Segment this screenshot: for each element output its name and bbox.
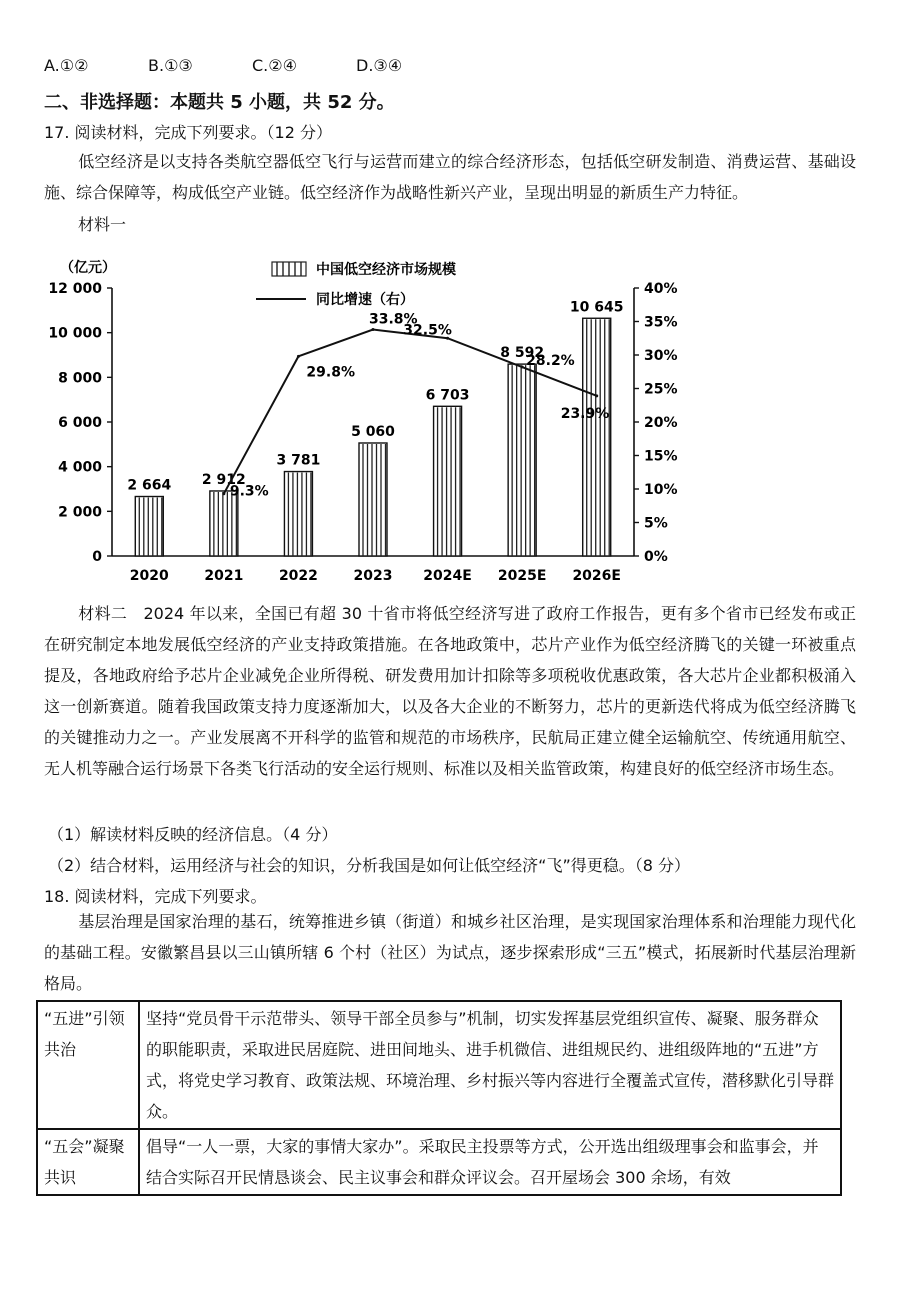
choice-c: C.②④ [252,56,297,75]
x-tick-label: 2024E [423,568,472,584]
growth-point [297,355,300,358]
table-row [37,1129,841,1195]
bar-value-label: 2 664 [127,477,172,494]
growth-label: 32.5% [403,322,452,339]
y-left-tick-label: 8 000 [58,370,102,387]
bar-value-label: 5 060 [351,423,395,440]
y-right-tick-label: 25% [644,381,678,398]
y-left-tick-label: 2 000 [58,504,102,521]
section-title: 二、非选择题：本题共 5 小题，共 52 分。 [44,92,395,113]
material1-label: 材料一 [78,215,127,234]
x-tick-label: 2022 [278,568,318,584]
choice-d: D.③④ [356,56,403,75]
x-tick-label: 2023 [353,568,393,584]
y-left-tick-label: 0 [92,549,102,565]
q18-intro [44,906,856,999]
y-right-tick-label: 30% [644,348,678,364]
y-left-tick-label: 6 000 [58,415,102,431]
choice-a: A.①② [44,56,89,75]
table-row-label: “五进”引领共治 [37,1001,139,1129]
y-right-tick-label: 5% [644,515,668,532]
growth-label: 28.2% [526,353,575,370]
y-right-tick-label: 20% [644,415,678,431]
bar-value-label: 10 645 [569,299,624,316]
bar-value-label: 2 912 [201,471,246,488]
q17-intro-text: 低空经济是以支持各类航空器低空飞行与运营而建立的综合经济形态，包括低空研发制造、消费运营、基础设施、综合保障等，构成低空产业链。低空经济作为战略性新兴产业，呈现出明显的新质生产力特征。 [44,152,856,202]
material2-text: 材料二 2024 年以来，全国已有超 30 十省市将低空经济写进了政府工作报告，更有多个省市已经发布或正在研究制定本地发展低空经济的产业支持政策措施。在各地政策中，芯片产业作为低空经济腾飞的关键一环被重点提及，各地政府给予芯片企业减免企业所得税、研发费用加计扣除等多项税收优惠政策，各大芯片企业都积极涌入这一创新赛道。随着我国政策支持力度逐渐加大，以及各大企业的不断努力，芯片的更新迭代将成为低空经济腾飞的关键推动力之一。产业发展离不开科学的监管和规范的市场秩序，民航局正建立健全运输航空、传统通用航空、无人机等融合运行场景下各类飞行活动的安全运行规则、标准以及相关监管政策，构建良好的低空经济市场生态。 [44,604,856,778]
growth-point [521,366,524,369]
q18-title: 18. 阅读材料，完成下列要求。 [44,887,267,906]
growth-point [222,492,225,495]
table-row-content: 倡导“一人一票，大家的事情大家办”。采取民主投票等方式，公开选出组级理事会和监事会，并结合实际召开民情恳谈会、民主议事会和群众评议会。召开屋场会 300 余场，有效 [139,1129,841,1195]
material2 [44,598,856,784]
growth-label: 33.8% [369,311,418,328]
table-row-label: “五会”凝聚共识 [37,1129,139,1195]
bar-value-label: 3 781 [276,452,321,469]
y-right-tick-label: 10% [644,482,678,498]
growth-point [372,328,375,331]
x-tick-label: 2021 [204,568,244,584]
y-right-tick-label: 35% [644,314,678,331]
growth-label: 9.3% [229,483,269,500]
q17-sub2: （2）结合材料，运用经济与社会的知识，分析我国是如何让低空经济“飞”得更稳。（8 分） [48,856,691,875]
x-tick-label: 2026E [572,568,621,584]
q17-sub1: （1）解读材料反映的经济信息。（4 分） [48,825,338,844]
table-row [37,1001,841,1129]
y-left-tick-label: 4 000 [58,459,102,476]
governance-table [36,1000,842,1196]
legend-line-label: 同比增速（右） [316,292,414,308]
y-left-tick-label: 10 000 [48,325,102,342]
legend-bar-label: 中国低空经济市场规模 [316,262,456,278]
y-right-tick-label: 15% [644,448,678,465]
growth-label: 23.9% [560,405,610,422]
y-right-tick-label: 0% [644,549,668,565]
y-left-unit: （亿元） [60,260,116,276]
choice-b: B.①③ [148,56,193,75]
bar-value-label: 8 592 [500,345,545,362]
market-chart [44,248,704,588]
x-tick-label: 2025E [497,568,547,584]
y-left-tick-label: 12 000 [48,281,102,297]
growth-label: 29.8% [306,364,356,381]
y-right-tick-label: 40% [644,281,678,297]
growth-point [595,394,598,397]
bar-value-label: 6 703 [425,387,470,404]
table-row-content: 坚持“党员骨干示范带头、领导干部全员参与”机制，切实发挥基层党组织宣传、凝聚、服务群众的职能职责，采取进民居庭院、进田间地头、进手机微信、进组规民约、进组级阵地的“五进”方式，将党史学习教育、政策法规、环境治理、乡村振兴等内容进行全覆盖式宣传，潜移默化引导群众。 [139,1001,841,1129]
q18-intro-text: 基层治理是国家治理的基石，统筹推进乡镇（街道）和城乡社区治理，是实现国家治理体系和治理能力现代化的基础工程。安徽繁昌县以三山镇所辖 6 个村（社区）为试点，逐步探索形成“三五”模式，拓展新时代基层治理新格局。 [44,912,856,993]
q17-title: 17. 阅读材料，完成下列要求。（12 分） [44,123,332,142]
x-tick-label: 2020 [129,568,169,584]
q17-intro [44,146,856,208]
